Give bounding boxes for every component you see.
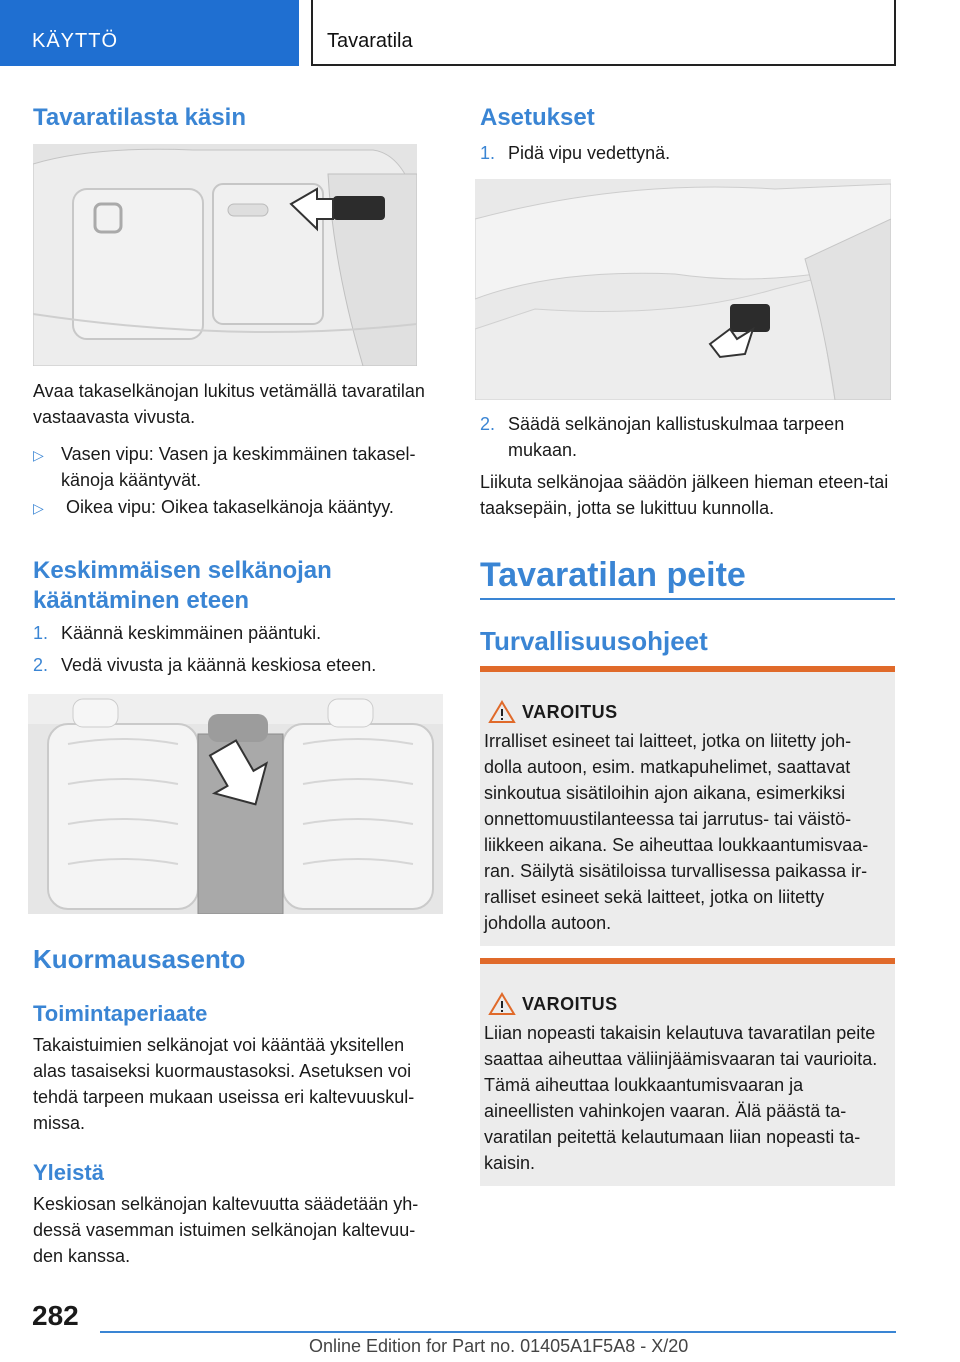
paragraph-toimintaperiaate: Takaistuimien selkänojat voi kääntää yksitellen alas tasaiseksi kuormaustasoksi. Asetuksen voi tehdä tarpeen mukaan useissa eri kaltevuuskul-missa. (33, 1035, 415, 1133)
warning-text: Liian nopeasti takaisin kelautuva tavaratilan peite saattaa aiheuttaa väliinjäämisvaaran tai vaurioita. Tämä aiheuttaa loukkaantumisvaaran ja aineellisten vahinkojen vaaran. Älä päästä ta-varatilan peitettä kelautumaan liian nopeasti ta-kaisin. (484, 1023, 878, 1173)
warning-triangle-icon (488, 700, 516, 724)
paragraph-liikuta: Liikuta selkänojaa säädön jälkeen hieman eteen-tai taaksepäin, jotta se lukittuu kunnolla. (480, 472, 889, 518)
edition-text: Online Edition for Part no. 01405A1F5A8 - X/20 (309, 1336, 689, 1356)
heading-toimintaperiaate: Toimintaperiaate (33, 1001, 208, 1026)
paragraph-yleista: Keskiosan selkänojan kaltevuutta säädetään yh-dessä vasemman istuimen selkänojan kaltevuu-den kanssa. (33, 1194, 419, 1266)
step-2 (33, 652, 376, 678)
footer-rule (100, 1331, 896, 1333)
illustration-rear-seat (28, 694, 443, 914)
page-number: 282 (32, 1300, 79, 1331)
step-number: 1. (480, 143, 496, 163)
step-2 (480, 411, 890, 460)
warning-text: Irralliset esineet tai laitteet, jotka on liitetty joh-dolla autoon, esim. matkapuhelimet, saattavat sinkoutua sisätiloihin ajon aikana, esimerkiksi onnettomuustilanteessa tai jarrutus- tai väistö-liikkeen aikana. Se aiheuttaa loukkaantumisvaa-ran. Säilytä sisätiloissa turvallisessa paikassa ir-ralliset esineet sekä laitteet, jotka on liitetty johdolla autoon. (484, 731, 869, 933)
section-tab (0, 0, 299, 66)
illustration-seat-lever (475, 179, 891, 400)
step-text: Pidä vipu vedettynä. (508, 143, 671, 163)
step-number: 2. (480, 414, 496, 434)
step-1 (480, 140, 670, 166)
step-number: 1. (33, 623, 49, 643)
illustration-trunk-lever (33, 144, 417, 366)
step-1 (33, 620, 321, 646)
warning-box-2 (480, 958, 895, 1186)
warning-triangle-icon (488, 992, 516, 1016)
paragraph-avaa: Avaa takaselkänojan lukitus vetämällä tavaratilan vastaavasta vivusta. (33, 381, 425, 427)
heading-asetukset: Asetukset (480, 104, 595, 131)
warning-title: VAROITUS (522, 994, 618, 1014)
bullet-triangle-icon: ▷ (33, 447, 44, 463)
heading-tavaratilasta: Tavaratilasta käsin (33, 104, 247, 131)
bullet-triangle-icon: ▷ (33, 500, 44, 516)
step-number: 2. (33, 655, 49, 675)
step-text: Vedä vivusta ja käännä keskiosa eteen. (61, 655, 377, 675)
bullet-text-1: Vasen vipu: Vasen ja keskimmäinen takasel- känoja kääntyvät. (61, 444, 416, 490)
warning-title: VAROITUS (522, 702, 618, 722)
chapter-tab (311, 0, 896, 66)
bullet-item-1 (33, 441, 443, 490)
heading-underline (480, 598, 895, 600)
heading-keskimmaisen: Keskimmäisen selkänojan kääntäminen eteen (33, 557, 332, 614)
heading-tavaratilan-peite: Tavaratilan peite (480, 556, 746, 594)
bullet-text-2: Oikea vipu: Oikea takaselkänoja kääntyy. (66, 497, 394, 517)
step-text: Säädä selkänojan kallistuskulmaa tarpeen mukaan. (508, 414, 845, 460)
section-label: KÄYTTÖ (32, 30, 119, 52)
bullet-item-2 (33, 494, 443, 521)
warning-box-1 (480, 666, 895, 946)
heading-yleista: Yleistä (33, 1160, 104, 1185)
heading-kuormausasento: Kuormausasento (33, 944, 246, 974)
step-text: Käännä keskimmäinen pääntuki. (61, 623, 322, 643)
chapter-label: Tavaratila (327, 30, 413, 52)
heading-turvallisuusohjeet: Turvallisuusohjeet (480, 626, 708, 656)
